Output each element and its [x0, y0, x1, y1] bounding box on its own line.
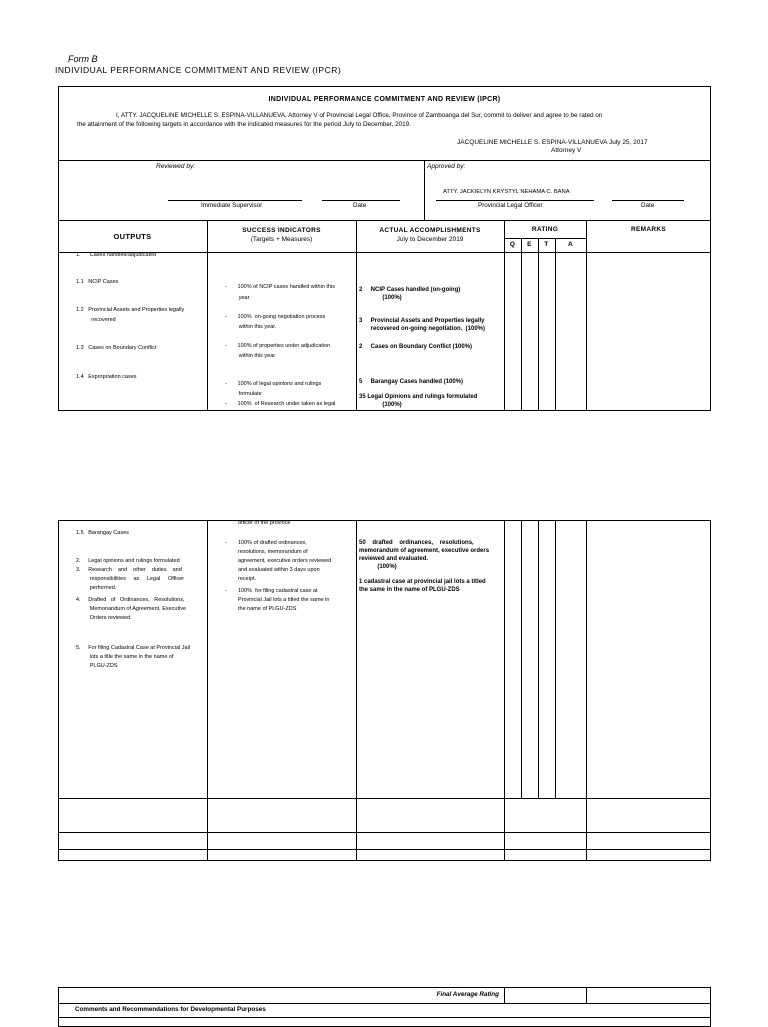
date-signature-line-2 — [612, 200, 684, 201]
output-item: 1.2 Provincial Assets and Properties legally — [76, 307, 185, 313]
rating-a: A — [568, 241, 573, 248]
output-item: 4. Drafted of Ordinances, Resolutions, — [76, 597, 185, 603]
output-item: responsibilities as Legal Officer — [76, 576, 185, 582]
form-label: Form B — [68, 54, 98, 64]
ratee-title: Attorney V — [551, 147, 582, 154]
accomplishment-item: (100%) — [359, 564, 397, 570]
output-item: 1.4 Expropriation cases — [76, 374, 137, 380]
col-actual-header: ACTUAL ACCOMPLISHMENTS — [379, 227, 481, 234]
output-item: 1.5 Barangay Cases — [76, 530, 129, 536]
indicator-bullet: - — [225, 540, 227, 546]
col-actual-sub: July to December 2019 — [396, 236, 464, 243]
accomplishment-item: (100%) — [359, 402, 402, 408]
accomplishment-item: (100%) — [359, 295, 402, 301]
supervisor-signature-line — [168, 200, 302, 201]
date-label-1: Date — [353, 202, 367, 209]
approver-name: ATTY. JACKIELYN KRYSTYL NEHAMA C. BANA — [443, 189, 570, 195]
accomplishment-item: 3 Provincial Assets and Properties legally — [359, 318, 485, 324]
col-success-indicators-header: SUCCESS INDICATORS — [242, 227, 321, 234]
col-remarks-header: REMARKS — [631, 226, 666, 233]
output-item: lots a title the same in the name of — [76, 654, 174, 660]
rating-q: Q — [509, 241, 516, 248]
document-title: INDIVIDUAL PERFORMANCE COMMITMENT AND REVIEW (IPCR) — [55, 65, 342, 75]
indicator-item: agreement, executive orders reviewed — [238, 558, 332, 564]
output-item: performed. — [76, 585, 117, 591]
indicator-item: - 100% of NCIP cases handled within this — [225, 284, 335, 290]
accomplishment-item: 5 Barangay Cases handled (100%) — [359, 379, 464, 385]
approver-signature-line — [436, 200, 594, 201]
output-item: recovered — [76, 317, 116, 323]
output-item: 1.3 Cases on Boundary Conflict — [76, 345, 157, 351]
commitment-line-2: the attainment of the following targets in accordance with the indicated measures for the period July to December, 2019. — [77, 121, 411, 128]
indicator-item: and evaluated within 3 days upon — [238, 567, 320, 573]
indicator-item: formulate — [225, 391, 262, 397]
accomplishment-item: memorandum of agreement, executive orders — [359, 548, 490, 554]
commitment-line-1: I, ATTY. JACQUELINE MICHELLE S. ESPINA-VILLANUEVA, Attorney V of Provincial Legal Office, Province of Zamboanga del Sur, commit to deliver and agree to be rated on — [116, 112, 603, 119]
approved-by-label: Approved by: — [427, 163, 466, 170]
output-item: 3. Research and other duties and — [76, 567, 182, 573]
output-item: 2. Legal opinions and rulings formulated — [76, 558, 180, 564]
rating-t: T — [544, 241, 549, 248]
indicator-item: year — [225, 295, 250, 301]
indicator-item: officer of the province — [238, 520, 291, 526]
col-outputs-header: OUTPUTS — [113, 232, 152, 241]
output-item: 1.1 NCIP Cases — [76, 279, 119, 285]
indicator-item: within this year. — [225, 353, 277, 359]
col-rating-header: RATING — [531, 226, 559, 233]
indicator-item: 100% for filing cadastral case at — [238, 588, 318, 594]
date-signature-line-1 — [322, 200, 400, 201]
indicator-item: 100% of drafted ordinances, — [238, 540, 307, 546]
approver-title: Provincial Legal Officer — [478, 202, 543, 209]
accomplishment-item: 50 drafted ordinances, resolutions, — [359, 540, 474, 546]
final-average-rating-label: Final Average Rating — [436, 991, 499, 998]
indicator-item: - 100% of Research under taken as legal — [225, 401, 336, 407]
rating-e: E — [527, 241, 532, 248]
output-item: PLGU-ZDS — [76, 663, 118, 669]
box-title: INDIVIDUAL PERFORMANCE COMMITMENT AND REVIEW (IPCR) — [268, 96, 501, 103]
comments-label: Comments and Recommendations for Developmental Purposes — [75, 1006, 266, 1013]
indicator-item: - 100% of properties under adjudication — [225, 343, 331, 349]
output-item: Memonandum of Agreement, Executive — [76, 606, 187, 612]
reviewed-by-label: Reviewed by: — [156, 163, 196, 170]
accomplishment-item: the same in the name of PLGU-ZDS — [359, 587, 460, 593]
accomplishment-item: 2 NCIP Cases handled (on-going) — [359, 287, 461, 293]
date-label-2: Date — [641, 202, 655, 209]
indicator-item: within this year. — [225, 324, 277, 330]
indicator-item: - 100% on-going negotiation process — [225, 314, 326, 320]
output-item: Orders reviewed. — [76, 615, 132, 621]
indicator-item: the name of PLGU-ZDS — [238, 606, 297, 612]
indicator-bullet: - — [225, 588, 227, 594]
accomplishment-item: 2 Cases on Boundary Conflict (100%) — [359, 344, 473, 350]
indicator-item: resolutions, memorandum of — [238, 549, 308, 555]
accomplishment-item: reviewed and evaluated. — [359, 556, 429, 562]
indicator-item: Provincial Jail lots a titled the same in — [238, 597, 330, 603]
output-item: 5. For filing Cadastral Case at Provincial Jail — [76, 645, 191, 651]
col-success-indicators-sub: (Targets + Measures) — [250, 236, 313, 243]
accomplishment-item: 35 Legal Opinions and rulings formulated — [359, 394, 478, 400]
indicator-item: - 100% of legal opinions and rulings — [225, 381, 322, 387]
immediate-supervisor-label: Immediate Supervisor — [201, 202, 263, 209]
accomplishment-item: 1 cadastral case at provincial jail lots a titled — [359, 579, 486, 585]
accomplishment-item: recovered on-going negotiation. (100%) — [359, 326, 486, 332]
ratee-signatory: JACQUELINE MICHELLE S. ESPINA-VILLANUEVA July 25, 2017 — [457, 139, 648, 146]
indicator-item: receipt. — [238, 576, 257, 582]
output-item: 1. Cases handled/adjudicated — [76, 252, 157, 258]
